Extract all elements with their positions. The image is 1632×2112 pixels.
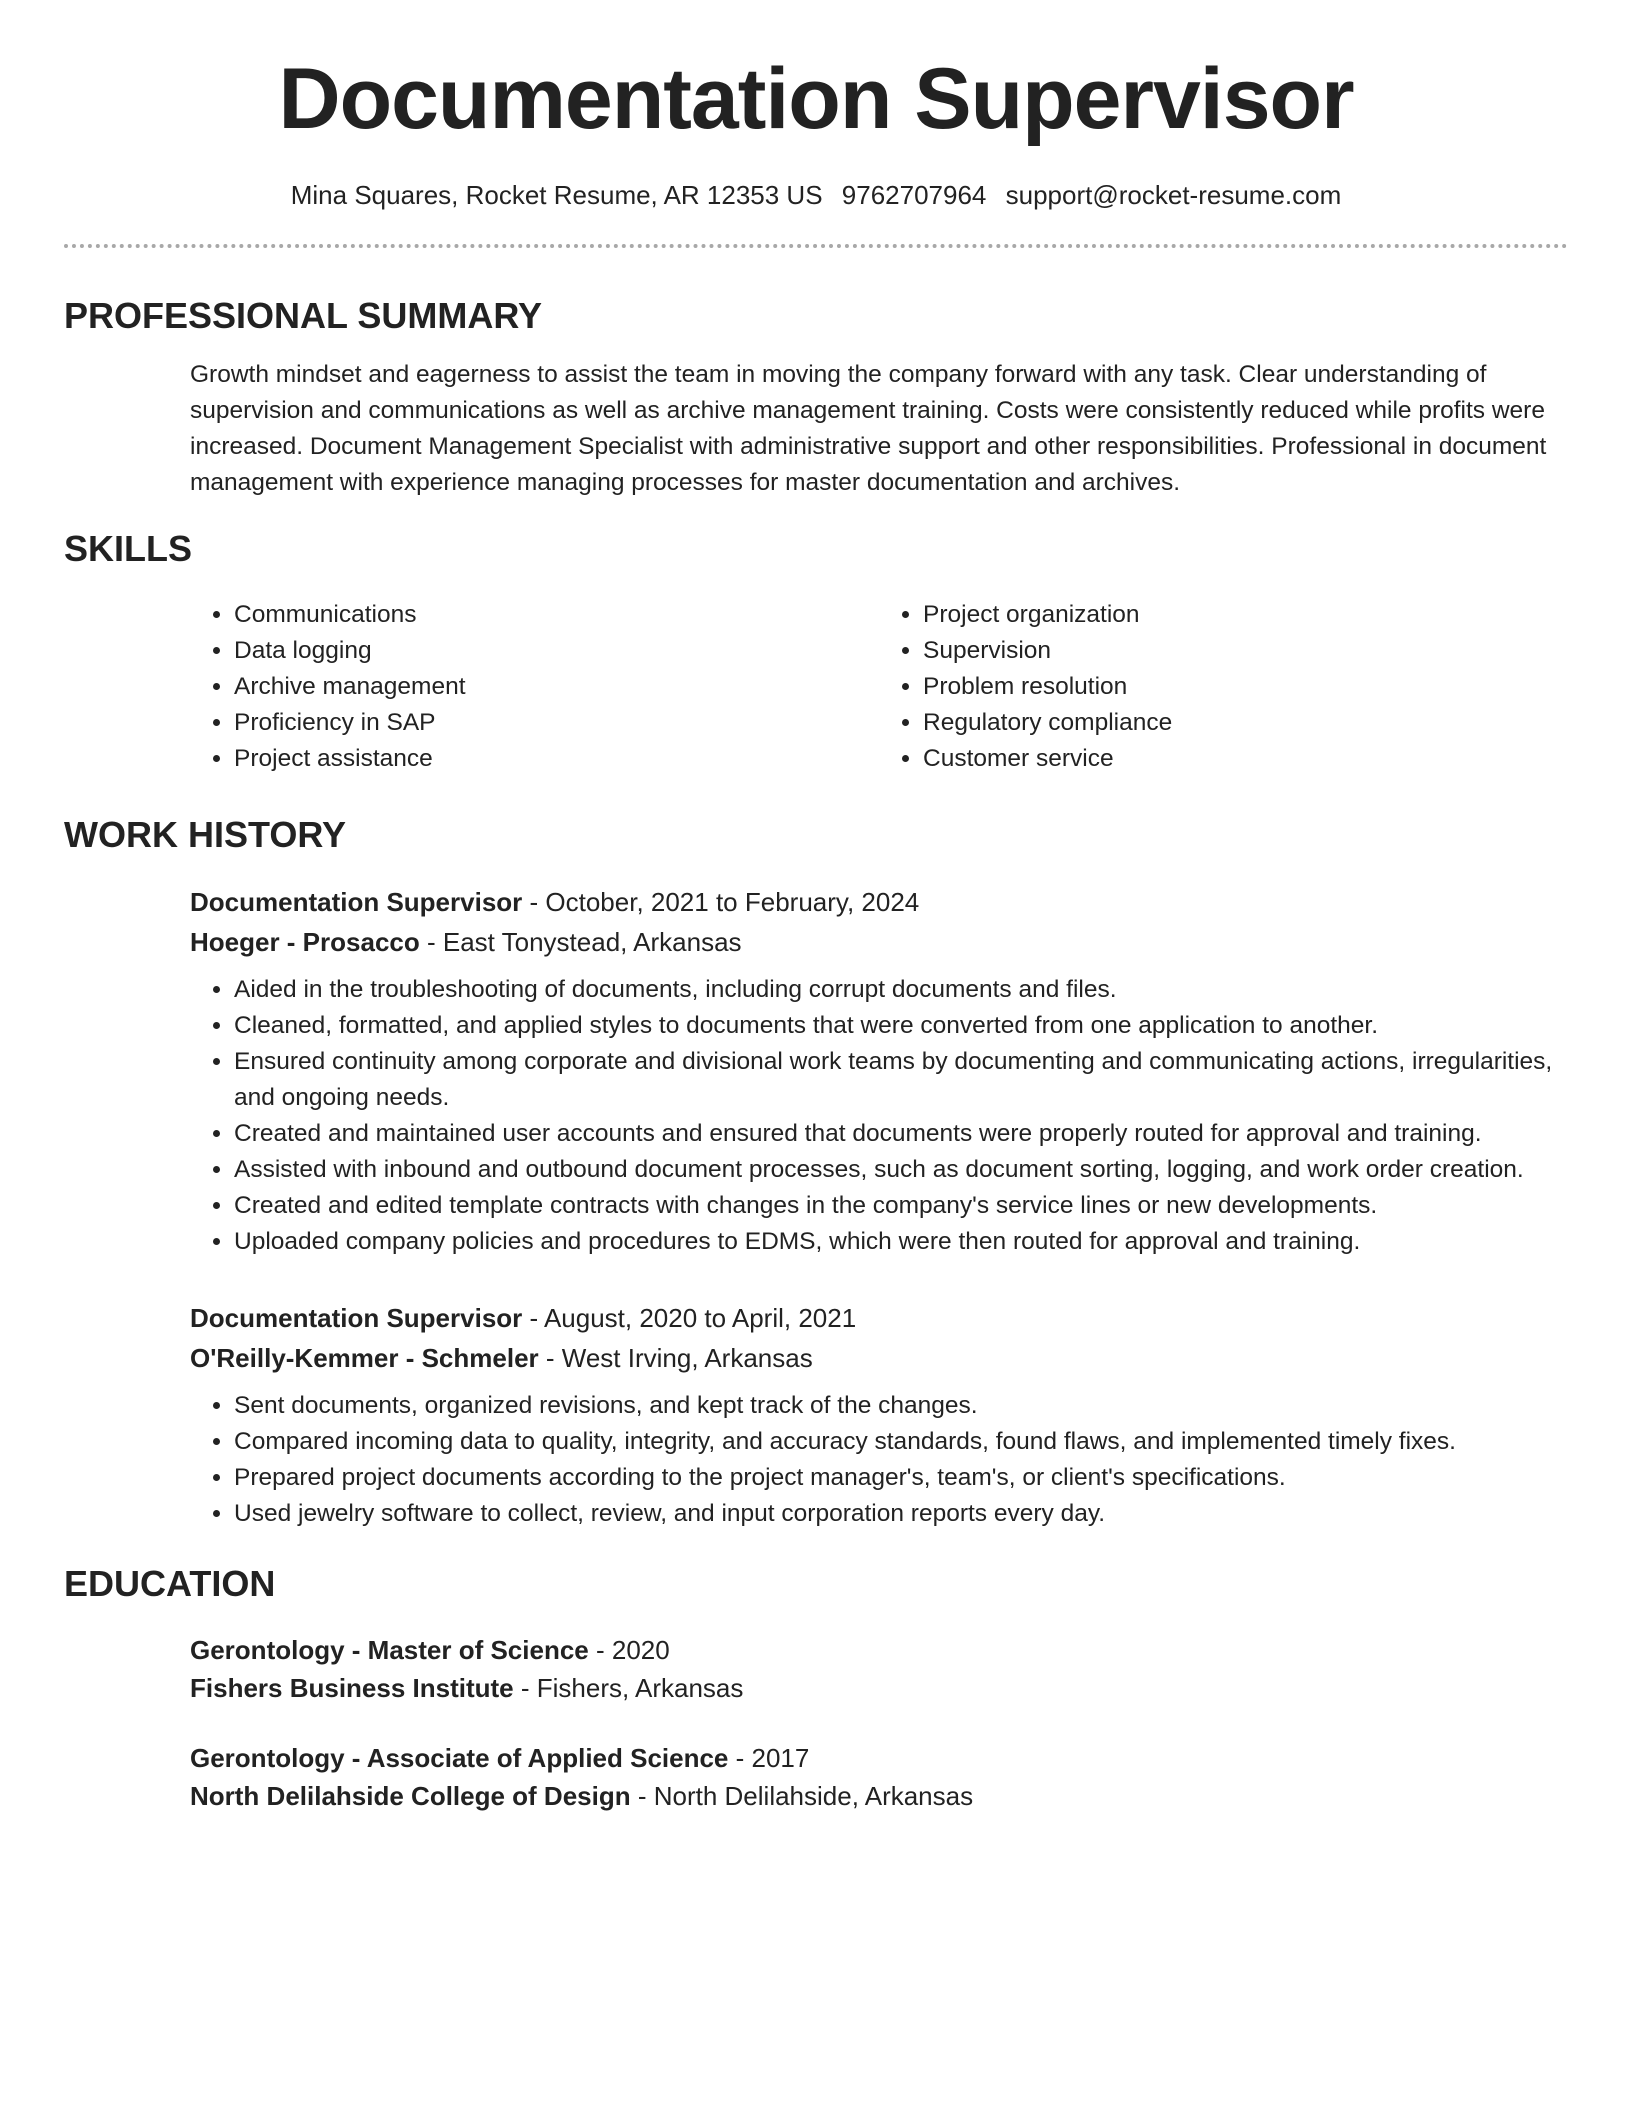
education-entry [190, 1739, 1568, 1815]
education-degree: Gerontology - Associate of Applied Science [190, 1742, 729, 1773]
section-title-skills: SKILLS [64, 528, 193, 570]
professional-summary-section [64, 294, 1568, 501]
skill-item: • Supervision [923, 633, 1568, 669]
skills-section [64, 527, 1568, 776]
job-entry [190, 882, 1568, 1260]
job-company: O'Reilly-Kemmer - Schmeler [190, 1342, 539, 1373]
job-location: - East Tonystead, Arkansas [419, 926, 742, 957]
education-location: - North Delilahside, Arkansas [630, 1780, 974, 1811]
job-dates: - October, 2021 to February, 2024 [522, 886, 920, 917]
skill-item: • Regulatory compliance [923, 705, 1568, 741]
section-title-education: EDUCATION [64, 1562, 276, 1604]
education-degree-line [190, 1739, 1568, 1777]
education-school-line [190, 1777, 1568, 1815]
contact-email: support@rocket-resume.com [1005, 180, 1342, 210]
job-role: Documentation Supervisor [190, 1302, 523, 1333]
job-title-line [190, 1298, 1568, 1338]
job-entry [190, 1298, 1568, 1532]
summary-text: Growth mindset and eagerness to assist the team in moving the company forward with any task. Clear understanding of supervision and communications as well as archive management training. Costs were consistently reduced while profits were increased. Document Management Specialist with administrative support and other responsibilities. Professional in document management with experience managing processes for master documentation and archives. [190, 361, 1547, 497]
education-entry [190, 1631, 1568, 1707]
job-title-line [190, 882, 1568, 922]
header-divider [64, 244, 1568, 248]
job-bullet: • Prepared project documents according to the project manager's, team's, or client's specifications. [234, 1460, 1568, 1496]
job-bullet: • Created and edited template contracts with changes in the company's service lines or new developments. [234, 1188, 1568, 1224]
skills-column-right [879, 597, 1568, 777]
skill-item: • Data logging [234, 633, 879, 669]
job-bullet: • Uploaded company policies and procedures to EDMS, which were then routed for approval and training. [234, 1224, 1568, 1260]
skill-item: • Project assistance [234, 741, 879, 777]
skill-item: • Proficiency in SAP [234, 705, 879, 741]
skill-item: • Problem resolution [923, 669, 1568, 705]
candidate-name: Documentation Supervisor [278, 51, 1354, 147]
resume-header [64, 0, 1568, 211]
work-history-section [64, 813, 1568, 1532]
job-bullet: • Aided in the troubleshooting of documents, including corrupt documents and files. [234, 972, 1568, 1008]
skills-column-left [190, 597, 879, 777]
education-section [64, 1562, 1568, 1815]
job-bullet: • Cleaned, formatted, and applied styles to documents that were converted from one application to another. [234, 1008, 1568, 1044]
contact-line [64, 180, 1568, 211]
skill-item: • Archive management [234, 669, 879, 705]
job-bullet: • Ensured continuity among corporate and divisional work teams by documenting and communicating actions, irregularities, and ongoing needs. [234, 1044, 1568, 1116]
job-bullet: • Used jewelry software to collect, review, and input corporation reports every day. [234, 1496, 1568, 1532]
education-degree-line [190, 1631, 1568, 1669]
job-bullets [190, 1388, 1568, 1532]
job-company: Hoeger - Prosacco [190, 926, 420, 957]
education-year: - 2017 [728, 1742, 810, 1773]
section-title-summary: PROFESSIONAL SUMMARY [64, 295, 543, 337]
section-title-work: WORK HISTORY [64, 813, 347, 855]
job-bullet: • Sent documents, organized revisions, and kept track of the changes. [234, 1388, 1568, 1424]
job-bullet: • Created and maintained user accounts and ensured that documents were properly routed for approval and training. [234, 1116, 1568, 1152]
contact-address: Mina Squares, Rocket Resume, AR 12353 US [290, 180, 823, 210]
education-school: Fishers Business Institute [190, 1672, 514, 1703]
skills-grid [190, 597, 1568, 777]
job-location: - West Irving, Arkansas [538, 1342, 813, 1373]
education-school-line [190, 1669, 1568, 1707]
job-dates: - August, 2020 to April, 2021 [522, 1302, 857, 1333]
education-year: - 2020 [588, 1634, 670, 1665]
job-role: Documentation Supervisor [190, 886, 523, 917]
job-company-line [190, 922, 1568, 962]
education-location: - Fishers, Arkansas [513, 1672, 744, 1703]
job-bullets [190, 972, 1568, 1260]
contact-phone: 9762707964 [841, 180, 987, 210]
job-bullet: • Assisted with inbound and outbound document processes, such as document sorting, logging, and work order creation. [234, 1152, 1568, 1188]
education-school: North Delilahside College of Design [190, 1780, 631, 1811]
skill-item: • Customer service [923, 741, 1568, 777]
job-bullet: • Compared incoming data to quality, integrity, and accuracy standards, found flaws, and implemented timely fixes. [234, 1424, 1568, 1460]
education-degree: Gerontology - Master of Science [190, 1634, 589, 1665]
skill-item: • Project organization [923, 597, 1568, 633]
skill-item: • Communications [234, 597, 879, 633]
job-company-line [190, 1338, 1568, 1378]
